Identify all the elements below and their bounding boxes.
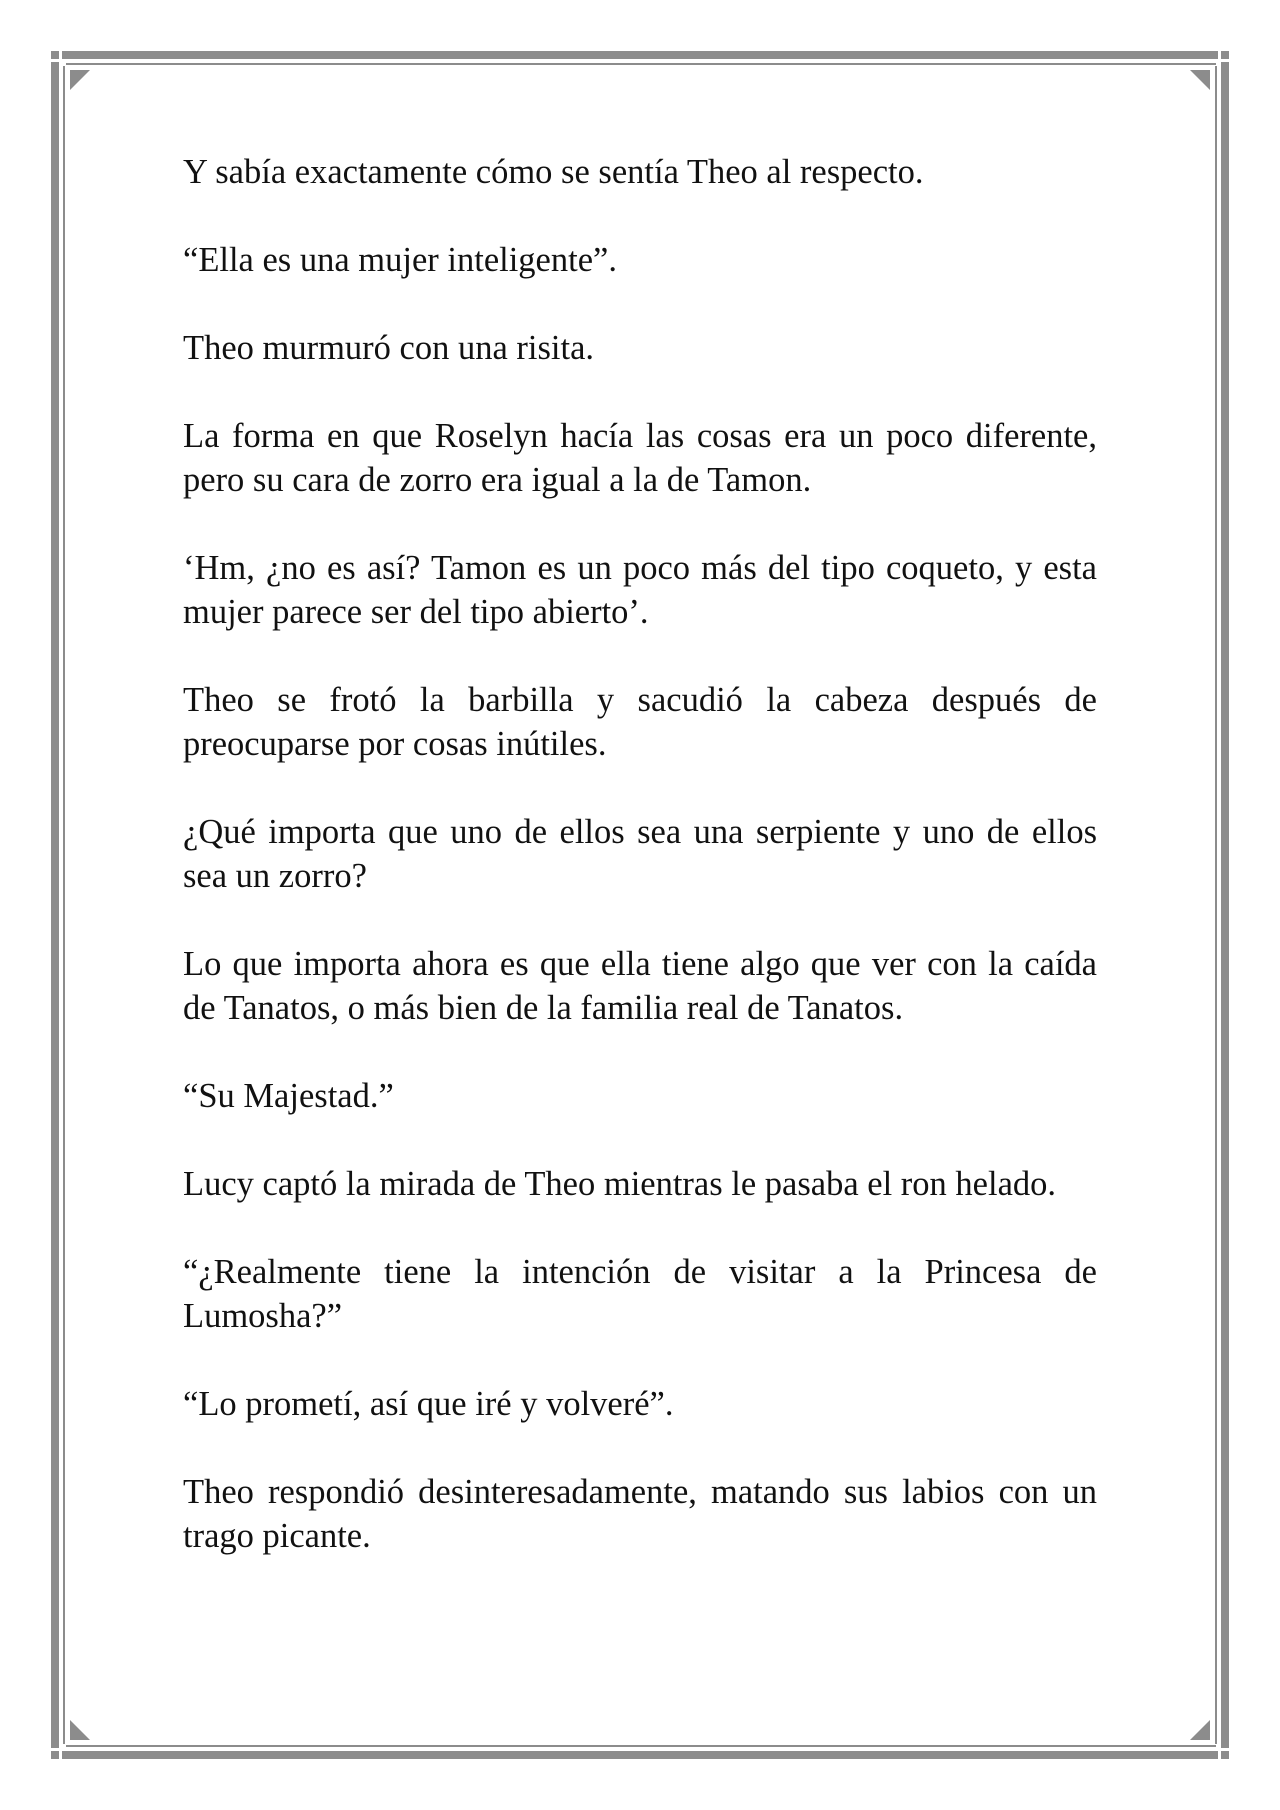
paragraph-10: Lucy captó la mirada de Theo mientras le pasaba el ron helado. [183, 1165, 1057, 1203]
paragraph-6: Theo se frotó la barbilla y sacudió la cabeza después de preocuparse por cosas inútiles. [183, 681, 1097, 763]
paragraph-8: Lo que importa ahora es que ella tiene algo que ver con la caída de Tanatos, o más bien de la familia real de Tanatos. [183, 945, 1097, 1027]
paragraph-11: “¿Realmente tiene la intención de visitar a la Princesa de Lumosha?” [183, 1253, 1097, 1335]
paragraph-4: La forma en que Roselyn hacía las cosas era un poco diferente, pero su cara de zorro era igual a la de Tamon. [183, 417, 1097, 499]
paragraph-3: Theo murmuró con una risita. [183, 329, 595, 367]
paragraph-2: “Ella es una mujer inteligente”. [183, 241, 617, 279]
paragraph-5: ‘Hm, ¿no es así? Tamon es un poco más del tipo coqueto, y esta mujer parece ser del tipo abierto’. [183, 549, 1097, 631]
document-body [183, 150, 1097, 1602]
paragraph-12: “Lo prometí, así que iré y volveré”. [183, 1385, 674, 1423]
paragraph-9: “Su Majestad.” [183, 1077, 394, 1115]
paragraph-13: Theo respondió desinteresadamente, matando sus labios con un trago picante. [183, 1473, 1097, 1555]
paragraph-1: Y sabía exactamente cómo se sentía Theo al respecto. [183, 153, 924, 191]
paragraph-7: ¿Qué importa que uno de ellos sea una serpiente y uno de ellos sea un zorro? [183, 813, 1097, 895]
